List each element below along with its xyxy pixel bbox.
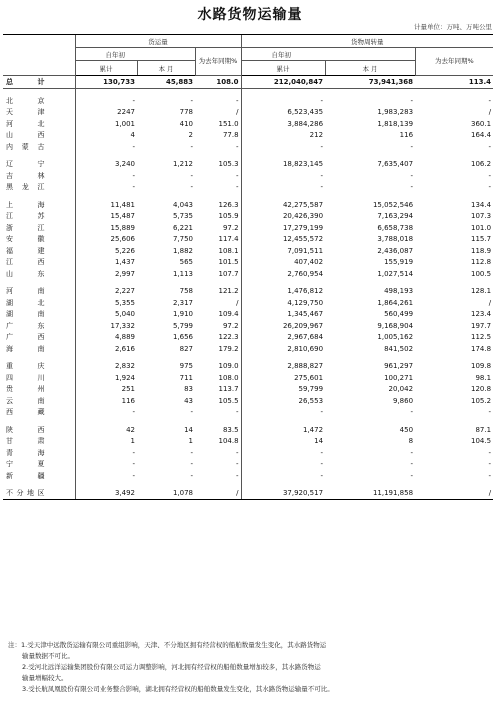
cargo-cumulative-cell: 130,733 <box>75 76 137 89</box>
region-cell: 辽宁 <box>6 160 45 169</box>
cargo-cumulative-cell: - <box>75 459 137 471</box>
turnover-cumulative-cell: 2,760,954 <box>241 268 325 280</box>
table-row <box>3 268 493 280</box>
turnover-pct-cell: 107.3 <box>471 212 492 221</box>
cargo-pct-cell: 105.5 <box>218 396 239 405</box>
region-cell: 安徽 <box>6 235 45 244</box>
cargo-pct-cell: 77.8 <box>222 131 239 140</box>
cargo-month-cell: 2 <box>188 131 193 140</box>
cargo-cumulative-cell: 2,616 <box>75 343 137 355</box>
cargo-cumulative-cell: 2,832 <box>75 361 137 373</box>
turnover-month-cell: 961,297 <box>384 362 414 371</box>
turnover-cumulative-cell: 7,091,511 <box>241 245 325 257</box>
cargo-pct-cell: 109.4 <box>218 310 239 319</box>
cargo-pct-cell: 97.2 <box>222 321 239 330</box>
cargo-month-cell: 83 <box>184 385 193 394</box>
turnover-month-cell: 3,788,018 <box>377 235 414 244</box>
turnover-cumulative-header: 累计 <box>241 61 325 76</box>
cargo-pct-cell: - <box>236 460 239 469</box>
cargo-pct-cell: - <box>236 408 239 417</box>
table-row <box>3 343 493 355</box>
turnover-pct-cell: 87.1 <box>475 425 492 434</box>
cargo-pct-cell: 97.2 <box>222 223 239 232</box>
turnover-month-cell: 7,163,294 <box>377 212 414 221</box>
cargo-month-cell: 1,882 <box>172 246 193 255</box>
cargo-cumulative-cell: - <box>75 407 137 419</box>
cargo-cumulative-header: 累计 <box>75 61 137 76</box>
footnotes <box>8 640 492 695</box>
table-row <box>3 159 493 171</box>
turnover-pct-cell: - <box>488 142 492 151</box>
turnover-month-cell: - <box>410 448 414 457</box>
turnover-month-cell: - <box>410 171 414 180</box>
cargo-month-cell: 5,799 <box>172 321 193 330</box>
table-row <box>3 130 493 142</box>
turnover-pct-cell: 123.4 <box>471 310 492 319</box>
cargo-month-cell: 43 <box>184 396 193 405</box>
table-row <box>3 118 493 130</box>
cargo-pct-cell: 113.7 <box>218 385 239 394</box>
turnover-pct-cell: 105.2 <box>471 396 492 405</box>
turnover-pct-cell: 115.7 <box>471 235 492 244</box>
cargo-pct-cell: 151.0 <box>218 119 239 128</box>
turnover-pct-cell: / <box>488 298 492 307</box>
turnover-pct-cell: 112.8 <box>471 258 492 267</box>
region-cell: 江西 <box>6 258 45 267</box>
table-row <box>3 170 493 182</box>
cargo-month-cell: - <box>190 471 193 480</box>
table-row <box>3 309 493 321</box>
turnover-month-cell: - <box>410 471 414 480</box>
table-row <box>3 332 493 344</box>
cargo-month-cell: 14 <box>184 425 193 434</box>
cargo-month-cell: - <box>190 142 193 151</box>
table-row <box>3 447 493 459</box>
turnover-month-cell: 8 <box>408 437 414 446</box>
region-cell: 浙江 <box>6 223 45 232</box>
cargo-cumulative-cell: 3,240 <box>75 159 137 171</box>
region-cell: 西藏 <box>6 408 45 417</box>
cargo-month-cell: - <box>190 183 193 192</box>
table-row <box>3 95 493 107</box>
cargo-volume-header: 货运量 <box>75 35 241 48</box>
turnover-month-cell: 9,860 <box>392 396 414 405</box>
cargo-cumulative-cell: 2,227 <box>75 286 137 298</box>
cargo-cumulative-cell: - <box>75 447 137 459</box>
turnover-month-cell: 2,436,087 <box>377 246 414 255</box>
turnover-month-cell: 1,027,514 <box>377 269 414 278</box>
turnover-month-cell: 15,052,546 <box>372 200 414 209</box>
cargo-cumulative-cell: 5,040 <box>75 309 137 321</box>
turnover-cumulative-cell: - <box>241 470 325 482</box>
table-row <box>3 488 493 500</box>
region-header <box>3 35 75 76</box>
region-cell: 黑龙江 <box>6 183 45 192</box>
turnover-month-cell: 560,499 <box>384 310 414 319</box>
table-row <box>3 470 493 482</box>
cargo-month-cell: 1,656 <box>172 333 193 342</box>
region-cell: 云南 <box>6 396 45 405</box>
table-row <box>3 384 493 396</box>
region-cell: 总 计 <box>3 76 75 89</box>
cargo-pct-cell: 108.0 <box>218 373 239 382</box>
table-row <box>3 182 493 194</box>
turnover-pct-header: 为去年同期% <box>415 48 493 76</box>
turnover-pct-cell: / <box>488 108 492 117</box>
cargo-pct-cell: 108.0 <box>195 76 241 89</box>
cargo-month-cell: 5,735 <box>172 212 193 221</box>
cargo-cumulative-cell: 1 <box>75 436 137 448</box>
cargo-cumulative-cell: 1,001 <box>75 118 137 130</box>
turnover-pct-cell: 98.1 <box>475 373 492 382</box>
cargo-cumulative-cell: 11,481 <box>75 199 137 211</box>
footnote-line: 输量增幅较大。 <box>22 674 68 682</box>
turnover-pct-cell: 113.4 <box>415 76 493 89</box>
cargo-pct-cell: 126.3 <box>218 200 239 209</box>
table-row <box>3 361 493 373</box>
cargo-month-cell: 45,883 <box>137 76 195 89</box>
turnover-cumulative-cell: - <box>241 447 325 459</box>
cargo-cumulative-cell: 25,606 <box>75 234 137 246</box>
turnover-pct-cell: 128.1 <box>471 287 492 296</box>
region-cell: 福建 <box>6 246 45 255</box>
cargo-cumulative-cell: 17,332 <box>75 320 137 332</box>
cargo-cumulative-cell: 42 <box>75 424 137 436</box>
turnover-month-cell: 1,864,261 <box>377 298 414 307</box>
turnover-cumulative-cell: 4,129,750 <box>241 297 325 309</box>
turnover-cumulative-cell: 1,345,467 <box>241 309 325 321</box>
turnover-month-cell: 100,271 <box>384 373 414 382</box>
region-cell: 广东 <box>6 321 45 330</box>
region-cell: 河南 <box>6 287 45 296</box>
cargo-pct-cell: 121.2 <box>218 287 239 296</box>
turnover-pct-cell: - <box>488 448 492 457</box>
table-row <box>3 320 493 332</box>
cargo-pct-cell: / <box>195 488 241 500</box>
cargo-cumulative-cell: - <box>75 95 137 107</box>
table-row <box>3 211 493 223</box>
cargo-cumulative-cell: 5,226 <box>75 245 137 257</box>
turnover-pct-cell: - <box>488 460 492 469</box>
turnover-cumulative-cell: 26,553 <box>241 395 325 407</box>
turnover-pct-cell: 106.2 <box>471 160 492 169</box>
turnover-month-cell: 155,919 <box>384 258 414 267</box>
turnover-cumulative-cell: - <box>241 182 325 194</box>
cargo-pct-cell: - <box>236 142 239 151</box>
cargo-pct-cell: - <box>236 96 239 105</box>
turnover-pct-cell: 100.5 <box>471 269 492 278</box>
region-cell: 上海 <box>6 200 45 209</box>
region-cell: 山西 <box>6 131 45 140</box>
turnover-month-cell: 9,168,904 <box>377 321 414 330</box>
total-row <box>3 76 493 89</box>
table-row <box>3 424 493 436</box>
turnover-pct-cell: 109.8 <box>471 362 492 371</box>
turnover-month-cell: 11,191,858 <box>325 488 415 500</box>
cargo-month-cell: 1,078 <box>137 488 195 500</box>
cargo-month-cell: - <box>190 96 193 105</box>
cargo-cumulative-cell: - <box>75 141 137 153</box>
table-row <box>3 141 493 153</box>
turnover-cumulative-cell: 212 <box>241 130 325 142</box>
cargo-pct-cell: - <box>236 448 239 457</box>
turnover-month-cell: 7,635,407 <box>377 160 414 169</box>
table-row <box>3 222 493 234</box>
turnover-cumulative-cell: 2,967,684 <box>241 332 325 344</box>
region-cell: 陕西 <box>6 425 45 434</box>
turnover-cumulative-cell: - <box>241 141 325 153</box>
cargo-month-cell: 2,317 <box>172 298 193 307</box>
cargo-month-cell: 1,113 <box>172 269 193 278</box>
turnover-pct-cell: 101.0 <box>471 223 492 232</box>
cargo-cumulative-cell: 116 <box>75 395 137 407</box>
region-cell: 新疆 <box>6 471 45 480</box>
turnover-pct-cell: 120.8 <box>471 385 492 394</box>
cargo-pct-cell: - <box>236 183 239 192</box>
turnover-pct-cell: - <box>488 96 492 105</box>
turnover-month-cell: - <box>410 96 414 105</box>
table-body <box>3 76 493 500</box>
table-row <box>3 199 493 211</box>
cargo-pct-header: 为去年同期% <box>195 48 241 76</box>
turnover-cumulative-cell: 1,472 <box>241 424 325 436</box>
cargo-month-cell: 4,043 <box>172 200 193 209</box>
table-row <box>3 245 493 257</box>
turnover-pct-cell: - <box>488 183 492 192</box>
cargo-pct-cell: - <box>236 471 239 480</box>
cargo-pct-cell: 105.3 <box>218 160 239 169</box>
turnover-pct-cell: 112.5 <box>471 333 492 342</box>
cargo-pct-cell: 101.5 <box>218 258 239 267</box>
cargo-month-cell: 827 <box>179 344 193 353</box>
cargo-month-cell: - <box>190 408 193 417</box>
cargo-month-cell: 975 <box>179 362 193 371</box>
turnover-month-cell: 1,983,283 <box>377 108 414 117</box>
cargo-month-cell: 778 <box>179 108 193 117</box>
cargo-pct-cell: 179.2 <box>218 344 239 353</box>
cargo-pct-cell: 107.7 <box>218 269 239 278</box>
turnover-month-cell: - <box>410 183 414 192</box>
turnover-cumulative-cell: 20,426,390 <box>241 211 325 223</box>
turnover-cumulative-cell: 2,888,827 <box>241 361 325 373</box>
turnover-month-cell: - <box>410 142 414 151</box>
table-row <box>3 459 493 471</box>
turnover-cumulative-cell: 37,920,517 <box>241 488 325 500</box>
cargo-month-cell: 1,212 <box>172 160 193 169</box>
cargo-month-cell: 565 <box>179 258 193 267</box>
turnover-pct-cell: - <box>488 171 492 180</box>
page-title: 水路货物运输量 <box>197 7 303 23</box>
turnover-cumulative-cell: 407,402 <box>241 257 325 269</box>
turnover-cumulative-cell: 12,455,572 <box>241 234 325 246</box>
cargo-month-cell: - <box>190 171 193 180</box>
region-cell: 湖北 <box>6 298 45 307</box>
cargo-month-cell: 7,750 <box>172 235 193 244</box>
turnover-cumulative-cell: 6,523,435 <box>241 107 325 119</box>
turnover-month-cell: 6,658,738 <box>377 223 414 232</box>
region-cell: 内蒙古 <box>6 142 45 151</box>
region-cell: 青海 <box>6 448 45 457</box>
cargo-month-cell: 410 <box>179 119 193 128</box>
turnover-cumulative-cell: 2,810,690 <box>241 343 325 355</box>
cargo-pct-cell: 83.5 <box>222 425 239 434</box>
cargo-pct-cell: 122.3 <box>218 333 239 342</box>
region-cell: 宁夏 <box>6 460 45 469</box>
turnover-month-cell: - <box>410 408 414 417</box>
cargo-table <box>3 34 493 500</box>
cargo-month-cell: 758 <box>179 287 193 296</box>
region-cell: 四川 <box>6 373 45 382</box>
cargo-cumulative-cell: 251 <box>75 384 137 396</box>
region-cell: 山东 <box>6 269 45 278</box>
footnote-line: 注：1.受天津中远散货运输有限公司重组影响，天津、不分地区拥有经营权的船舶数量发生变化，其水路货物运 <box>8 641 327 649</box>
turnover-cumulative-cell: - <box>241 407 325 419</box>
cargo-pct-cell: 109.0 <box>218 362 239 371</box>
region-cell: 河北 <box>6 119 45 128</box>
cargo-month-header: 本 月 <box>137 61 195 76</box>
cargo-month-cell: 1,910 <box>172 310 193 319</box>
region-cell: 广西 <box>6 333 45 342</box>
region-cell: 北京 <box>6 96 45 105</box>
turnover-month-cell: - <box>410 460 414 469</box>
turnover-month-cell: 20,042 <box>388 385 414 394</box>
table-row <box>3 234 493 246</box>
cargo-cumulative-cell: 15,487 <box>75 211 137 223</box>
cargo-pct-cell: 108.1 <box>218 246 239 255</box>
table-row <box>3 436 493 448</box>
turnover-pct-cell: 164.4 <box>471 131 492 140</box>
turnover-cumulative-cell: 59,799 <box>241 384 325 396</box>
turnover-pct-cell: - <box>488 471 492 480</box>
region-cell: 湖南 <box>6 310 45 319</box>
table-row <box>3 257 493 269</box>
region-cell: 天津 <box>6 108 45 117</box>
region-cell: 江苏 <box>6 212 45 221</box>
table-row <box>3 407 493 419</box>
turnover-pct-cell: 197.7 <box>471 321 492 330</box>
footnote-line: 输量数据不可比。 <box>22 652 74 660</box>
turnover-month-cell: 1,005,162 <box>377 333 414 342</box>
cargo-cumulative-cell: 2247 <box>75 107 137 119</box>
turnover-month-cell: 73,941,368 <box>325 76 415 89</box>
cargo-pct-cell: 117.4 <box>218 235 239 244</box>
turnover-cumulative-cell: 17,279,199 <box>241 222 325 234</box>
footnote-line: 3.受长航凤凰股份有限公司业务整合影响，湖北拥有经营权的船舶数量发生变化，其水路货物运输量不可比。 <box>22 685 334 693</box>
turnover-cumulative-cell: 275,601 <box>241 372 325 384</box>
cargo-cumulative-cell: 3,492 <box>75 488 137 500</box>
turnover-month-cell: 498,193 <box>384 287 414 296</box>
cargo-month-cell: 6,221 <box>172 223 193 232</box>
cargo-cumulative-cell: 2,997 <box>75 268 137 280</box>
turnover-cumulative-cell: 14 <box>241 436 325 448</box>
cargo-month-cell: 1 <box>188 437 193 446</box>
cargo-pct-cell: / <box>236 108 239 117</box>
turnover-month-cell: 1,818,139 <box>377 119 414 128</box>
region-cell: 海南 <box>6 344 45 353</box>
turnover-ytd-header: 自年初 <box>241 48 415 61</box>
turnover-cumulative-cell: - <box>241 170 325 182</box>
cargo-pct-cell: 104.8 <box>218 437 239 446</box>
turnover-month-cell: 116 <box>399 131 414 140</box>
cargo-month-cell: - <box>190 448 193 457</box>
turnover-pct-cell: 134.4 <box>471 200 492 209</box>
region-cell: 吉林 <box>6 171 45 180</box>
turnover-month-cell: 450 <box>399 425 414 434</box>
cargo-month-cell: - <box>190 460 193 469</box>
cargo-cumulative-cell: 1,924 <box>75 372 137 384</box>
cargo-pct-cell: / <box>236 298 239 307</box>
cargo-cumulative-cell: - <box>75 470 137 482</box>
region-cell: 重庆 <box>6 362 45 371</box>
table-row <box>3 286 493 298</box>
turnover-cumulative-cell: - <box>241 95 325 107</box>
turnover-pct-cell: - <box>488 408 492 417</box>
table-row <box>3 372 493 384</box>
cargo-cumulative-cell: - <box>75 182 137 194</box>
turnover-header: 货物周转量 <box>241 35 493 48</box>
cargo-pct-cell: 105.9 <box>218 212 239 221</box>
turnover-pct-cell: 174.8 <box>471 344 492 353</box>
turnover-month-cell: 841,502 <box>384 344 414 353</box>
unit-note: 计量单位：万吨、万吨公里 <box>414 23 492 31</box>
turnover-cumulative-cell: 3,884,286 <box>241 118 325 130</box>
cargo-cumulative-cell: 5,355 <box>75 297 137 309</box>
table-row <box>3 107 493 119</box>
table-row <box>3 297 493 309</box>
turnover-month-header: 本 月 <box>325 61 415 76</box>
cargo-cumulative-cell: 4,889 <box>75 332 137 344</box>
turnover-pct-cell: 118.9 <box>471 246 492 255</box>
turnover-cumulative-cell: 1,476,812 <box>241 286 325 298</box>
turnover-cumulative-cell: 42,275,587 <box>241 199 325 211</box>
cargo-ytd-header: 自年初 <box>75 48 195 61</box>
turnover-pct-cell: 360.1 <box>471 119 492 128</box>
cargo-cumulative-cell: - <box>75 170 137 182</box>
turnover-cumulative-cell: - <box>241 459 325 471</box>
cargo-month-cell: 711 <box>179 373 193 382</box>
turnover-pct-cell: 104.5 <box>471 437 492 446</box>
region-cell: 不分地区 <box>3 488 75 500</box>
cargo-cumulative-cell: 15,889 <box>75 222 137 234</box>
turnover-cumulative-cell: 212,040,847 <box>241 76 325 89</box>
turnover-cumulative-cell: 26,209,967 <box>241 320 325 332</box>
table-row <box>3 395 493 407</box>
cargo-cumulative-cell: 1,437 <box>75 257 137 269</box>
turnover-pct-cell: / <box>415 488 493 500</box>
footnote-line: 2.受河北远洋运输集团股份有限公司运力调整影响，河北拥有经营权的船舶数量增加较多，其水路货物运 <box>22 663 321 671</box>
cargo-pct-cell: - <box>236 171 239 180</box>
region-cell: 甘肃 <box>6 437 45 446</box>
turnover-cumulative-cell: 18,823,145 <box>241 159 325 171</box>
region-cell: 贵州 <box>6 385 45 394</box>
cargo-cumulative-cell: 4 <box>75 130 137 142</box>
